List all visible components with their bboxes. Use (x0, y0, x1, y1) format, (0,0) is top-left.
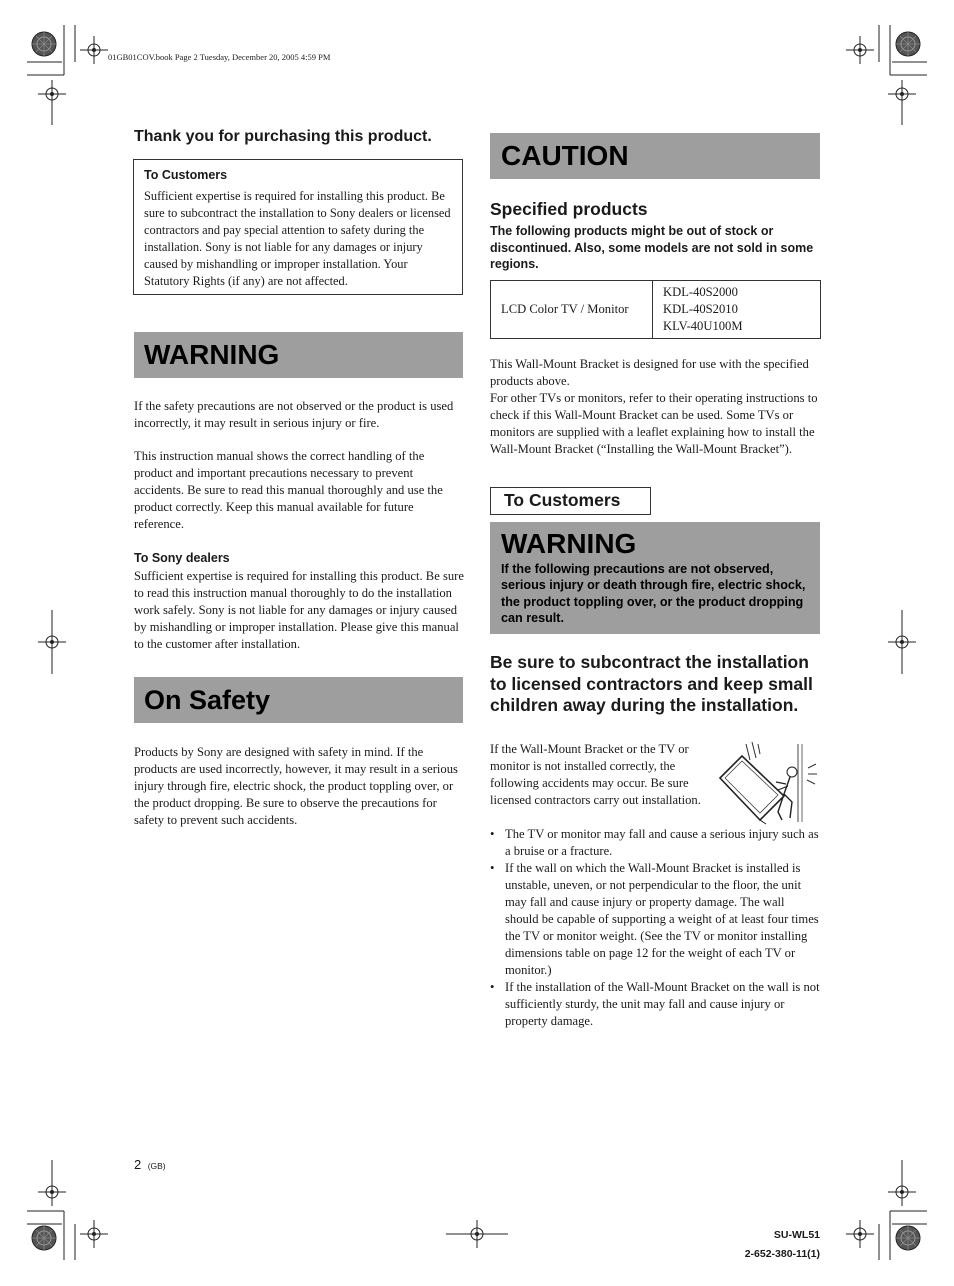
warning-customers-body: If the following precautions are not observed, serious injury or death through fire, electric shock, the product toppling over, or the product dropping can result. (501, 562, 806, 625)
on-safety-body: Products by Sony are designed with safety in mind. If the products are used incorrectly, however, it may result in a serious injury through fire, electric shock, the product toppling over, or the product dropping. Be sure to observe the precautions for safety to prevent such accidents. (134, 745, 458, 827)
list-item: • If the wall on which the Wall-Mount Bracket is installed is unstable, uneven, or not perpendicular to the floor, the unit may fall and cause injury or property damage. The wall should be capable of supporting a weight of at least four times the TV or monitor weight. (See the TV or monitor installing dimensions table on page 12 for the weight of each TV or monitor.) (490, 860, 820, 979)
specified-products-note: The following products might be out of stock or discontinued. Also, some models are not sold in some regions. (490, 224, 814, 272)
warning-paragraph-1: If the safety precautions are not observed or the product is used incorrectly, it may result in serious injury or fire. (134, 399, 454, 430)
customer-notice-body: Sufficient expertise is required for installing this product. Be sure to subcontract the installation to Sony dealers or licensed contractors and pay special attention to safety during the installation. Sony is not liable for any damages or injury caused by mishandling or improper installation. Your Statutory Rights (if any) are not affected. (144, 189, 451, 288)
page-number-suffix: (GB) (147, 1161, 166, 1171)
caution-title: CAUTION (501, 140, 629, 171)
list-item: • If the installation of the Wall-Mount Bracket on the wall is not sufficiently sturdy, the unit may fall and cause injury or property damage. (490, 979, 820, 1030)
sony-dealers-title: To Sony dealers (134, 551, 230, 565)
model-number: SU-WL51 (773, 1229, 820, 1241)
warning-title: WARNING (144, 339, 280, 370)
list-item: • The TV or monitor may fall and cause a serious injury such as a bruise or a fracture. (490, 826, 820, 860)
warning-customers-title: WARNING (501, 528, 637, 559)
subcontract-intro: If the Wall-Mount Bracket or the TV or monitor is not installed correctly, the following accidents may occur. Be sure licensed contractors carry out installation. (490, 742, 701, 807)
table-models (653, 281, 821, 339)
warning-customers-banner (490, 522, 820, 634)
model-1: KDL-40S2000 (663, 285, 738, 299)
specified-products-table (490, 280, 821, 339)
bracket-paragraph-2: For other TVs or monitors, refer to their operating instructions to check if this Wall-Mount Bracket can be used. Some TVs or monitors are supplied with a leaflet explaining how to install the Wall-Mount Bracket (“Installing the Wall-Mount Bracket”). (490, 391, 818, 456)
page-number-value: 2 (134, 1157, 142, 1172)
warning-paragraph-2: This instruction manual shows the correct handling of the product and important precautions necessary to prevent accidents. Be sure to read this manual thoroughly and use the product correctly. Keep this manual available for future reference. (134, 449, 443, 531)
model-2: KDL-40S2010 (663, 302, 738, 316)
on-safety-title: On Safety (144, 685, 271, 715)
bracket-paragraph-1: This Wall-Mount Bracket is designed for use with the specified products above. (490, 357, 809, 388)
file-header-line: 01GB01COV.book Page 2 Tuesday, December 20, 2005 4:59 PM (108, 52, 331, 62)
sony-dealers-body: Sufficient expertise is required for installing this product. Be sure to read this instruction manual thoroughly to do the installation work safely. Sony is not liable for any damages or injury caused by mishandling or improper installation. Please give this manual to the customer after installation. (134, 569, 464, 651)
thanks-heading: Thank you for purchasing this product. (134, 128, 432, 145)
warning-banner (134, 332, 463, 378)
subcontract-heading: Be sure to subcontract the installation to licensed contractors and keep small children away during the installation. (490, 652, 813, 715)
accident-list (490, 826, 820, 1030)
customer-notice-box (133, 159, 463, 295)
customer-notice-title: To Customers (144, 168, 228, 182)
page-number (134, 1156, 166, 1174)
on-safety-banner (134, 677, 463, 723)
specified-products-heading: Specified products (490, 199, 648, 219)
model-3: KLV-40U100M (663, 319, 743, 333)
table-product-type: LCD Color TV / Monitor (491, 281, 653, 339)
caution-banner (490, 133, 820, 179)
part-number: 2-652-380-11(1) (744, 1248, 820, 1260)
to-customers-label: To Customers (490, 487, 651, 515)
toppling-tv-illustration (712, 740, 824, 826)
